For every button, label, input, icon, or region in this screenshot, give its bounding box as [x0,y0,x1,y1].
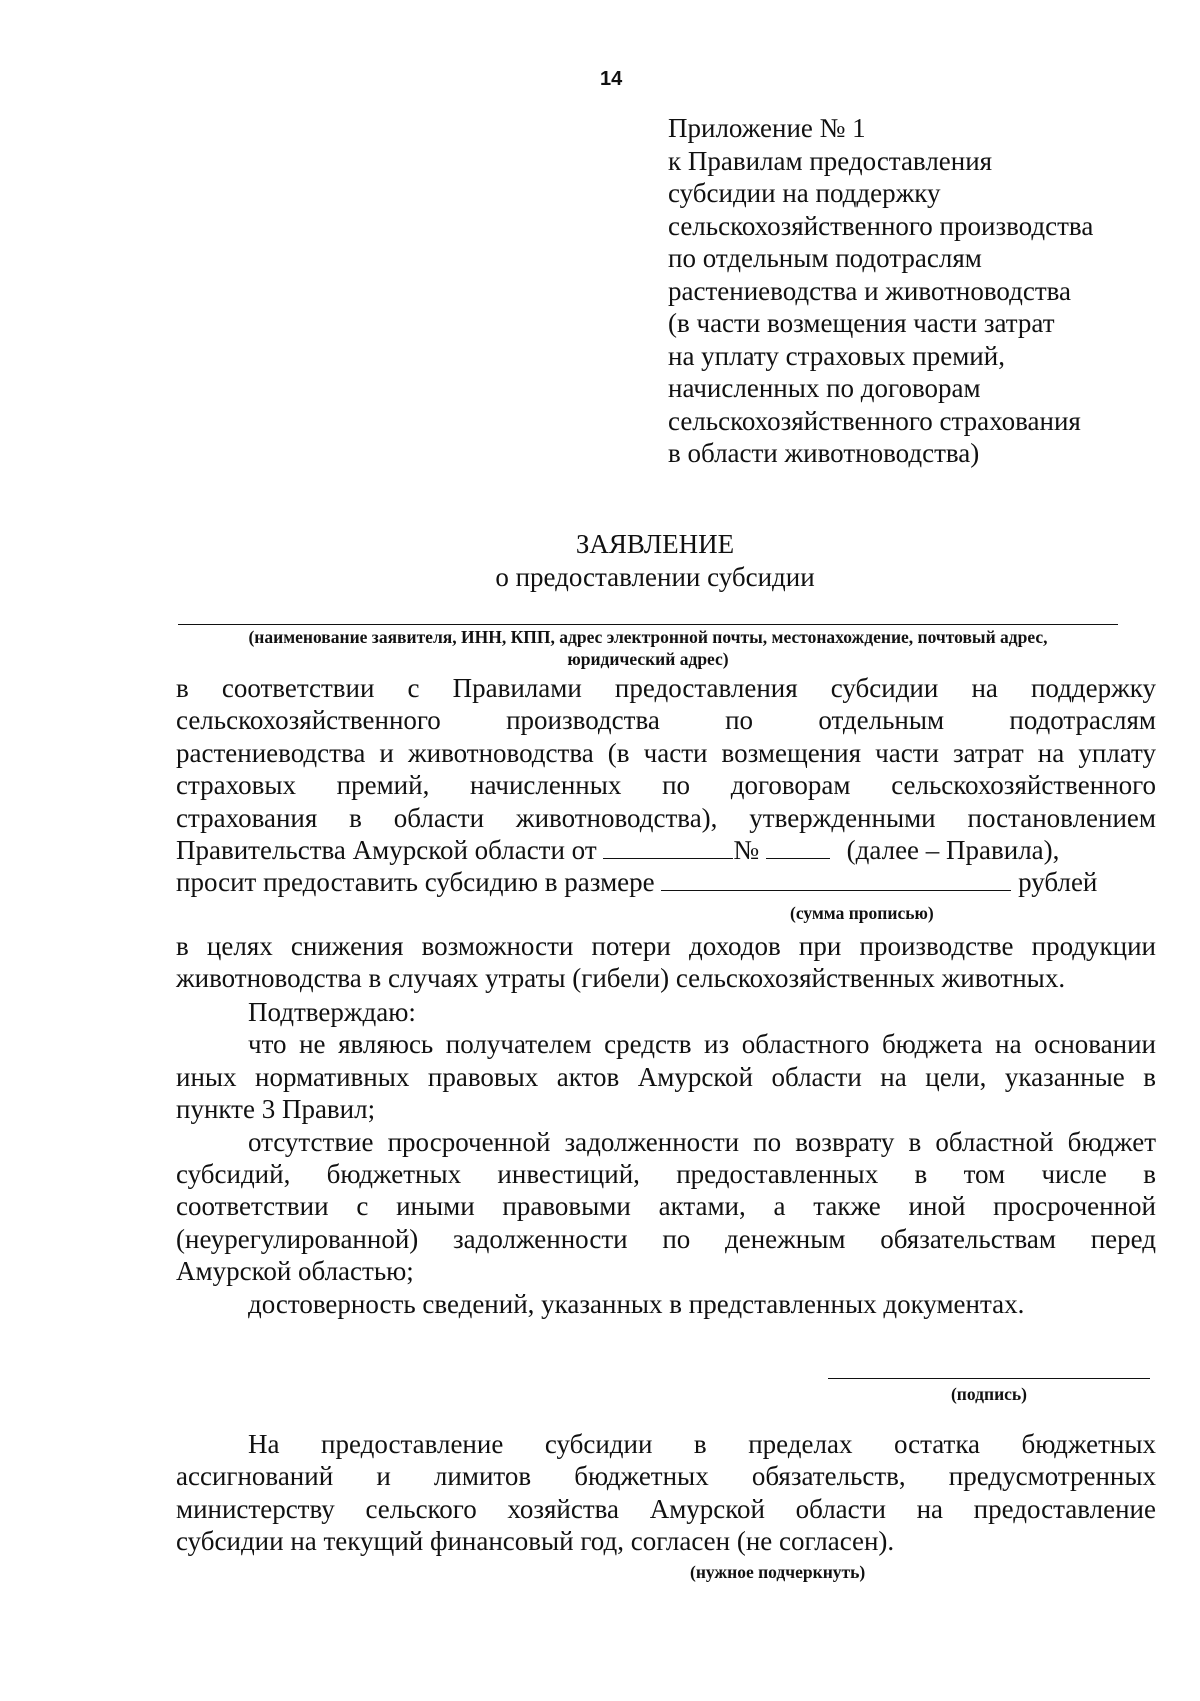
decree-line [176,834,1156,866]
confirm-p2-line: (неурегулированной) задолженности по денежным обязательствам перед [176,1223,1156,1254]
applicant-caption [178,626,1118,670]
amount-unit: рублей [1018,867,1098,898]
purpose-paragraph [176,930,1156,995]
annex-line: к Правилам предоставления [668,145,993,176]
annex-line: растениеводства и животноводства [668,275,1072,306]
consent-line: министерству сельского хозяйства Амурской области на предоставление [176,1493,1156,1524]
main-line: сельскохозяйственного производства по отдельным подотраслям [176,705,1156,736]
consent-line: На предоставление субсидии в пределах остатка бюджетных [248,1429,1156,1459]
page-number: 14 [600,68,623,90]
document-title: ЗАЯВЛЕНИЕ [575,529,735,559]
confirm-p2-line: соответствии с иными правовыми актами, а также иной просроченной [176,1191,1156,1222]
consent-paragraph [176,1428,1156,1558]
annex-line: (в части возмещения части затрат [668,308,1055,338]
amount-prefix: просит предоставить субсидию в размере [176,867,655,898]
decree-number-field[interactable] [766,836,830,859]
confirmation-section [176,996,1156,1320]
purpose-line: животноводства в случаях утраты (гибели) сельскохозяйственных животных. [176,963,1066,994]
applicant-caption-line: юридический адрес) [567,649,729,669]
annex-line: Приложение № 1 [668,113,866,143]
signature-field-line[interactable] [828,1378,1150,1379]
annex-line: по отдельным подотраслям [668,243,982,273]
number-sign: № [733,835,760,866]
purpose-line: в целях снижения возможности потери доходов при производстве продукции [176,931,1156,961]
underline-caption: (нужное подчеркнуть) [690,1562,866,1582]
consent-line: субсидии на текущий финансовый год, согласен (не согласен). [176,1526,895,1557]
main-line: в соответствии с Правилами предоставления субсидии на поддержку [176,673,1156,703]
annex-line: субсидии на поддержку [668,178,941,208]
sum-caption: (сумма прописью) [790,903,934,923]
subsidy-amount-field[interactable] [661,868,1011,891]
annex-line: на уплату страховых премий, [668,340,1005,371]
main-line: страховых премий, начисленных по договорам сельскохозяйственного [176,770,1156,801]
decree-suffix: (далее – Правила), [846,835,1060,866]
main-statement [176,672,1156,899]
applicant-caption-line: (наименование заявителя, ИНН, КПП, адрес электронной почты, местонахождение, почтовый адрес, [248,627,1048,647]
consent-line: ассигнований и лимитов бюджетных обязательств, предусмотренных [176,1461,1156,1492]
confirmation-heading: Подтверждаю: [248,997,416,1027]
main-line: страхования в области животноводства), утвержденными постановлением [176,802,1156,833]
confirm-p1-line: пункте 3 Правил; [176,1094,376,1125]
confirm-p3-line: достоверность сведений, указанных в представленных документах. [248,1288,1025,1319]
document-subtitle: о предоставлении субсидии [495,562,815,592]
confirm-p2-line: Амурской областью; [176,1256,414,1287]
annex-line: в области животноводства) [668,438,980,468]
decree-prefix: Правительства Амурской области от [176,835,597,866]
applicant-name-field-line[interactable] [178,624,1118,625]
confirm-p1-line: иных нормативных правовых актов Амурской области на цели, указанные в [176,1061,1156,1092]
confirm-p1-line: что не являюсь получателем средств из областного бюджета на основании [248,1029,1156,1060]
annex-line: сельскохозяйственного производства [668,210,1094,241]
signature-caption: (подпись) [950,1384,1028,1404]
confirm-p2-line: субсидий, бюджетных инвестиций, предоставленных в том числе в [176,1159,1156,1190]
annex-line: сельскохозяйственного страхования [668,405,1081,436]
annex-line: начисленных по договорам [668,373,981,403]
main-line: растениеводства и животноводства (в части возмещения части затрат на уплату [176,737,1156,768]
amount-line [176,866,1156,898]
confirm-p2-line: отсутствие просроченной задолженности по возврату в областной бюджет [248,1126,1156,1157]
annex-header [668,112,1168,470]
decree-date-field[interactable] [603,836,733,859]
